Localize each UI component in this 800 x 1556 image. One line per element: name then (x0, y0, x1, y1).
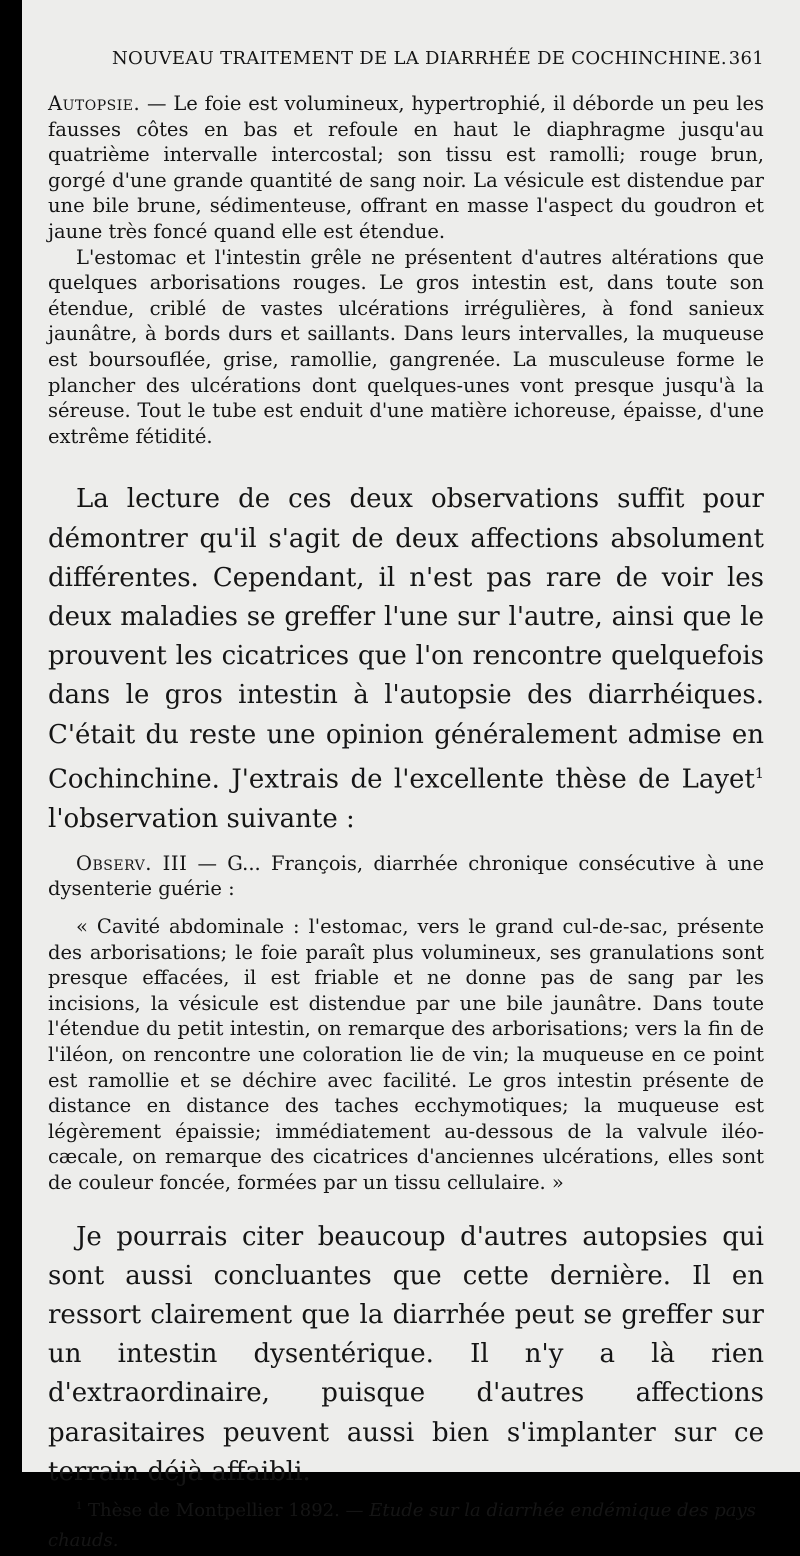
footnote-number: 1 (76, 1500, 83, 1512)
autopsy-label: Autopsie. (48, 92, 141, 115)
page-content (48, 48, 764, 1556)
footnote-ref: 1 (754, 765, 764, 782)
footnote-title: Etude sur la diarrhée endémique des pays chauds. (48, 1499, 756, 1551)
footnote-text: Thèse de Montpellier 1892. — (82, 1499, 370, 1521)
observation-heading (48, 851, 764, 902)
footnote (48, 1492, 764, 1556)
autopsy-text: — Le foie est volumineux, hypertrophié, il déborde un peu les fausses côtes en bas et refoule en haut le diaphragme jusqu'au quatrième intervalle intercostal; son tissu est ramolli; rouge brun, gorgé d'une grande quantité de sang noir. La vésicule est distendue par une bile brune, sédimenteuse, offrant en masse l'aspect du goudron et jaune très foncé quand elle est étendue. (48, 92, 764, 243)
autopsy-paragraph (48, 91, 764, 245)
observation-text: — G... François, diarrhée chronique consécutive à une dysenterie guérie : (48, 851, 764, 901)
body-paragraph-2: Je pourrais citer beaucoup d'autres autopsies qui sont aussi concluantes que cette dernière. Il en ressort clairement que la diarrhée peut se greffer sur un intestin dysentérique. Il n'y a là rien d'extraordinaire, puisque d'autres affections parasitaires peuvent aussi bien s'implanter sur ce terrain déjà affaibli. (48, 1221, 764, 1487)
observation-label: Observ. III (76, 851, 188, 875)
running-header (48, 48, 764, 69)
autopsy-paragraph-2: L'estomac et l'intestin grêle ne présentent d'autres altérations que quelques arborisations rouges. Le gros intestin est, dans toute son étendue, criblé de vastes ulcérations irrégulières, à fond sanieux jaunâtre, à bords durs et saillants. Dans leurs intervalles, la muqueuse est boursouflée, grise, ramollie, gangrenée. La musculeuse forme le plancher des ulcérations dont quelques-unes vont presque jusqu'à la séreuse. Tout le tube est enduit d'une matière ichoreuse, épaisse, d'une extrême fétidité. (48, 245, 764, 448)
body-paragraph-1 (48, 480, 764, 838)
book-page (22, 0, 800, 1551)
body-paragraph-1-text: La lecture de ces deux observations suffit pour démontrer qu'il s'agit de deux affections absolument différentes. Cependant, il n'est pas rare de voir les deux maladies se greffer l'une sur l'autre, ainsi que le prouvent les cicatrices que l'on rencontre quelquefois dans le gros intestin à l'autopsie des diarrhéiques. C'était du reste une opinion généralement admise en Cochinchine. J'extrais de l'excellente thèse de Layet (48, 484, 764, 795)
observation-quote: « Cavité abdominale : l'estomac, vers le grand cul-de-sac, présente des arborisations; le foie paraît plus volumineux, ses granulations sont presque effacées, il est friable et ne donne pas de sang par les incisions, la vésicule est distendue par une bile jaunâtre. Dans toute l'étendue du petit intestin, on remarque des arborisations; vers la fin de l'iléon, on rencontre une coloration lie de vin; la muqueuse en ce point est ramollie et se déchire avec facilité. Le gros intestin présente de distance en distance des taches ecchymotiques; la muqueuse est légèrement épaissie; immédiatement au-dessous de la valvule iléo-cæcale, on remarque des cicatrices d'anciennes ulcérations, elles sont de couleur foncée, formées par un tissu cellulaire. » (48, 914, 764, 1194)
running-title: NOUVEAU TRAITEMENT DE LA DIARRHÉE DE COCHINCHINE. (112, 48, 727, 69)
page-number: 361 (728, 48, 764, 69)
body-paragraph-1-end: l'observation suivante : (48, 803, 355, 834)
